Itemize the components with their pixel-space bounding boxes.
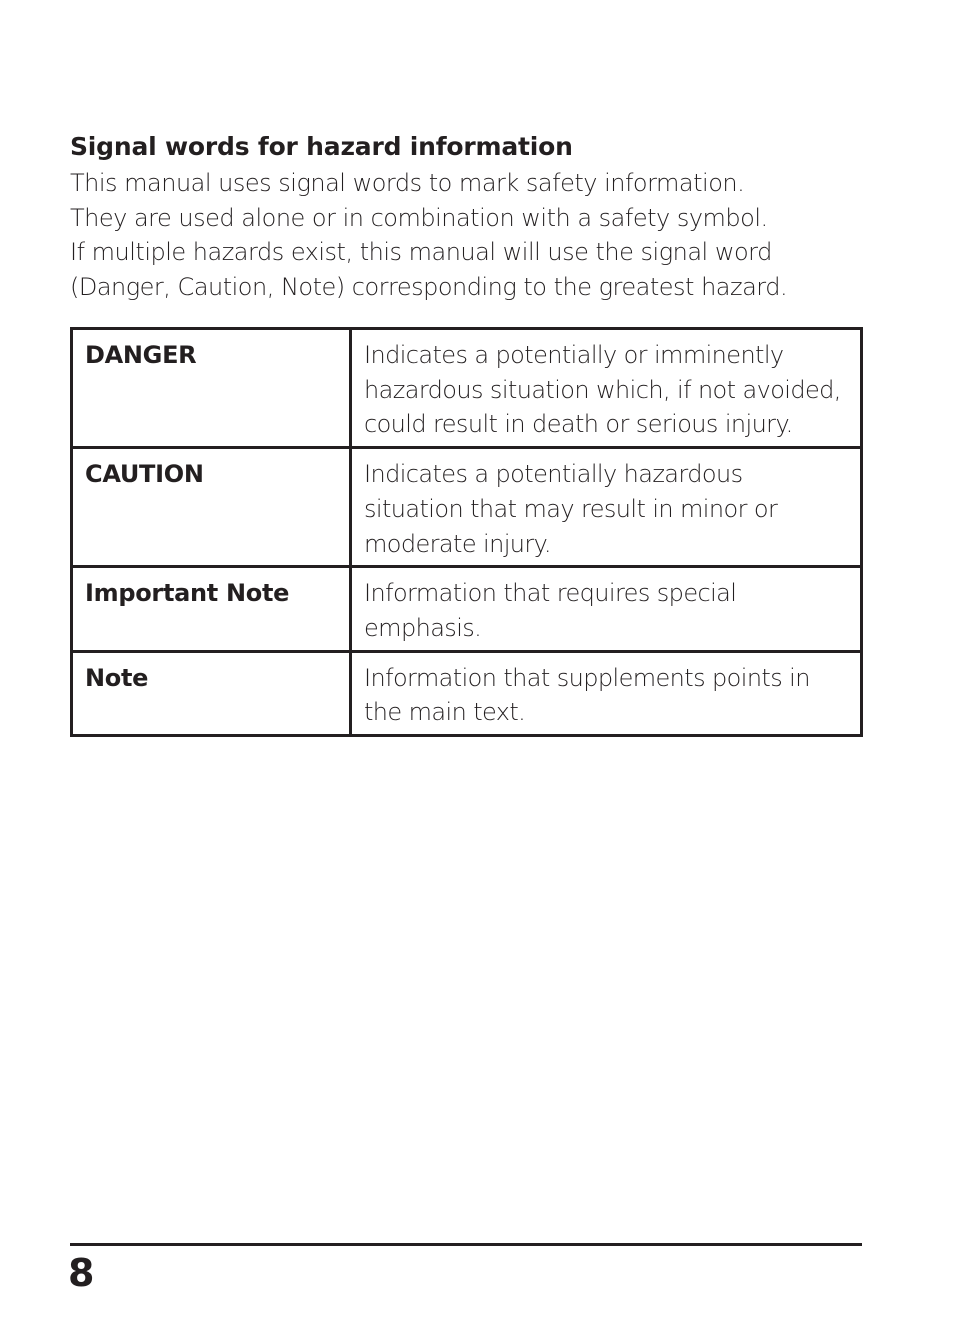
signal-description: Information that supplements points in the main text.	[351, 651, 862, 735]
signal-description: Information that requires special emphasis.	[351, 567, 862, 651]
hazard-section	[70, 128, 862, 305]
signal-term: Important Note	[72, 567, 351, 651]
table-row-note	[72, 651, 862, 735]
intro-paragraph	[70, 166, 862, 305]
signal-term: Note	[72, 651, 351, 735]
signal-term: DANGER	[72, 329, 351, 448]
table-row-caution	[72, 448, 862, 567]
page-number: 8	[68, 1251, 95, 1295]
intro-line: (Danger, Caution, Note) corresponding to the greatest hazard.	[70, 273, 788, 302]
table-row-important-note	[72, 567, 862, 651]
intro-line: This manual uses signal words to mark safety information.	[70, 169, 745, 197]
intro-line: They are used alone or in combination with a safety symbol.	[70, 203, 768, 232]
footer-divider	[70, 1243, 862, 1246]
signal-term: CAUTION	[72, 448, 351, 567]
signal-words-table	[70, 327, 863, 737]
intro-line: If multiple hazards exist, this manual will use the signal word	[70, 238, 772, 267]
table-row-danger	[72, 329, 862, 448]
signal-description: Indicates a potentially hazardous situation that may result in minor or moderate injury.	[351, 448, 862, 567]
signal-description: Indicates a potentially or imminently hazardous situation which, if not avoided, could result in death or serious injury.	[351, 329, 862, 448]
section-heading: Signal words for hazard information	[70, 132, 573, 161]
